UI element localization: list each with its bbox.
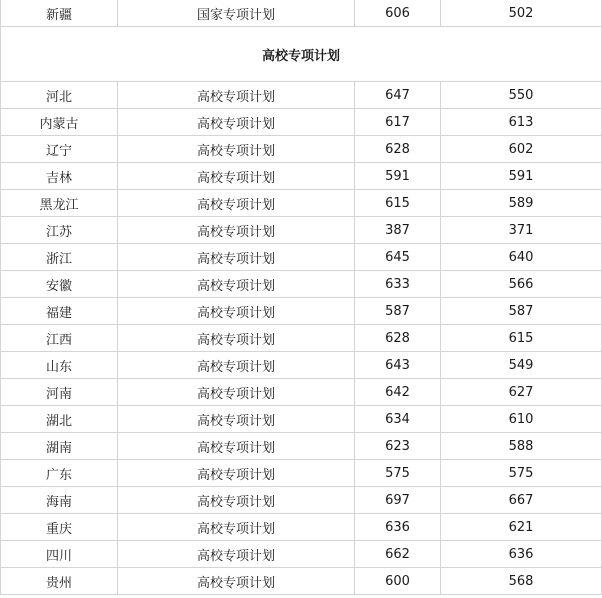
score-cell-b: 502	[441, 0, 602, 27]
plan-type-cell: 国家专项计划	[118, 0, 355, 27]
plan-type-cell: 高校专项计划	[118, 217, 355, 244]
score-cell-b: 610	[441, 406, 602, 433]
score-cell-a: 587	[355, 298, 441, 325]
score-cell-a: 697	[355, 487, 441, 514]
score-cell-b: 602	[441, 136, 602, 163]
province-cell: 安徽	[1, 271, 118, 298]
plan-type-cell: 高校专项计划	[118, 163, 355, 190]
plan-type-cell: 高校专项计划	[118, 109, 355, 136]
table-row	[1, 163, 602, 190]
province-cell: 湖北	[1, 406, 118, 433]
province-cell: 黑龙江	[1, 190, 118, 217]
plan-type-cell: 高校专项计划	[118, 271, 355, 298]
province-cell: 山东	[1, 352, 118, 379]
table-row	[1, 298, 602, 325]
score-cell-b: 613	[441, 109, 602, 136]
score-cell-b: 549	[441, 352, 602, 379]
score-cell-a: 617	[355, 109, 441, 136]
plan-type-cell: 高校专项计划	[118, 541, 355, 568]
province-cell: 广东	[1, 460, 118, 487]
table-row	[1, 433, 602, 460]
score-cell-b: 615	[441, 325, 602, 352]
plan-type-cell: 高校专项计划	[118, 487, 355, 514]
score-cell-a: 634	[355, 406, 441, 433]
score-cell-a: 600	[355, 568, 441, 595]
plan-type-cell: 高校专项计划	[118, 136, 355, 163]
table-row	[1, 217, 602, 244]
province-cell: 新疆	[1, 0, 118, 27]
province-cell: 吉林	[1, 163, 118, 190]
score-cell-b: 371	[441, 217, 602, 244]
score-cell-a: 643	[355, 352, 441, 379]
province-cell: 重庆	[1, 514, 118, 541]
section-header-row	[1, 27, 602, 82]
score-cell-b: 591	[441, 163, 602, 190]
table-row	[1, 514, 602, 541]
score-cell-a: 387	[355, 217, 441, 244]
score-cell-a: 606	[355, 0, 441, 27]
table-row	[1, 244, 602, 271]
province-cell: 贵州	[1, 568, 118, 595]
plan-type-cell: 高校专项计划	[118, 514, 355, 541]
plan-type-cell: 高校专项计划	[118, 460, 355, 487]
score-cell-a: 623	[355, 433, 441, 460]
table-row	[1, 0, 602, 27]
table-row	[1, 136, 602, 163]
plan-type-cell: 高校专项计划	[118, 568, 355, 595]
plan-type-cell: 高校专项计划	[118, 325, 355, 352]
province-cell: 福建	[1, 298, 118, 325]
score-cell-a: 647	[355, 82, 441, 109]
province-cell: 河北	[1, 82, 118, 109]
score-cell-b: 568	[441, 568, 602, 595]
score-cell-a: 645	[355, 244, 441, 271]
score-cell-a: 636	[355, 514, 441, 541]
table-row	[1, 109, 602, 136]
score-cell-a: 642	[355, 379, 441, 406]
province-cell: 辽宁	[1, 136, 118, 163]
table-row	[1, 379, 602, 406]
province-cell: 河南	[1, 379, 118, 406]
plan-type-cell: 高校专项计划	[118, 244, 355, 271]
table-row	[1, 406, 602, 433]
table-row	[1, 487, 602, 514]
table-row	[1, 460, 602, 487]
province-cell: 江西	[1, 325, 118, 352]
score-cell-a: 615	[355, 190, 441, 217]
score-cell-a: 662	[355, 541, 441, 568]
plan-type-cell: 高校专项计划	[118, 379, 355, 406]
score-cell-a: 575	[355, 460, 441, 487]
table-row	[1, 271, 602, 298]
score-table-body	[1, 0, 602, 595]
table-row	[1, 325, 602, 352]
score-cell-b: 667	[441, 487, 602, 514]
plan-type-cell: 高校专项计划	[118, 352, 355, 379]
plan-type-cell: 高校专项计划	[118, 433, 355, 460]
province-cell: 内蒙古	[1, 109, 118, 136]
table-row	[1, 190, 602, 217]
score-cell-b: 587	[441, 298, 602, 325]
table-row	[1, 82, 602, 109]
score-cell-a: 591	[355, 163, 441, 190]
table-row	[1, 541, 602, 568]
score-cell-b: 621	[441, 514, 602, 541]
score-cell-a: 628	[355, 325, 441, 352]
province-cell: 江苏	[1, 217, 118, 244]
score-cell-a: 628	[355, 136, 441, 163]
score-cell-b: 566	[441, 271, 602, 298]
score-cell-b: 640	[441, 244, 602, 271]
province-cell: 四川	[1, 541, 118, 568]
section-title: 高校专项计划	[1, 27, 602, 82]
province-cell: 海南	[1, 487, 118, 514]
table-row	[1, 352, 602, 379]
score-cell-b: 636	[441, 541, 602, 568]
score-cell-b: 575	[441, 460, 602, 487]
score-cell-b: 627	[441, 379, 602, 406]
plan-type-cell: 高校专项计划	[118, 190, 355, 217]
plan-type-cell: 高校专项计划	[118, 406, 355, 433]
province-cell: 湖南	[1, 433, 118, 460]
table-row	[1, 568, 602, 595]
score-cell-a: 633	[355, 271, 441, 298]
score-cell-b: 589	[441, 190, 602, 217]
plan-type-cell: 高校专项计划	[118, 82, 355, 109]
score-cell-b: 550	[441, 82, 602, 109]
score-cell-b: 588	[441, 433, 602, 460]
province-cell: 浙江	[1, 244, 118, 271]
plan-type-cell: 高校专项计划	[118, 298, 355, 325]
